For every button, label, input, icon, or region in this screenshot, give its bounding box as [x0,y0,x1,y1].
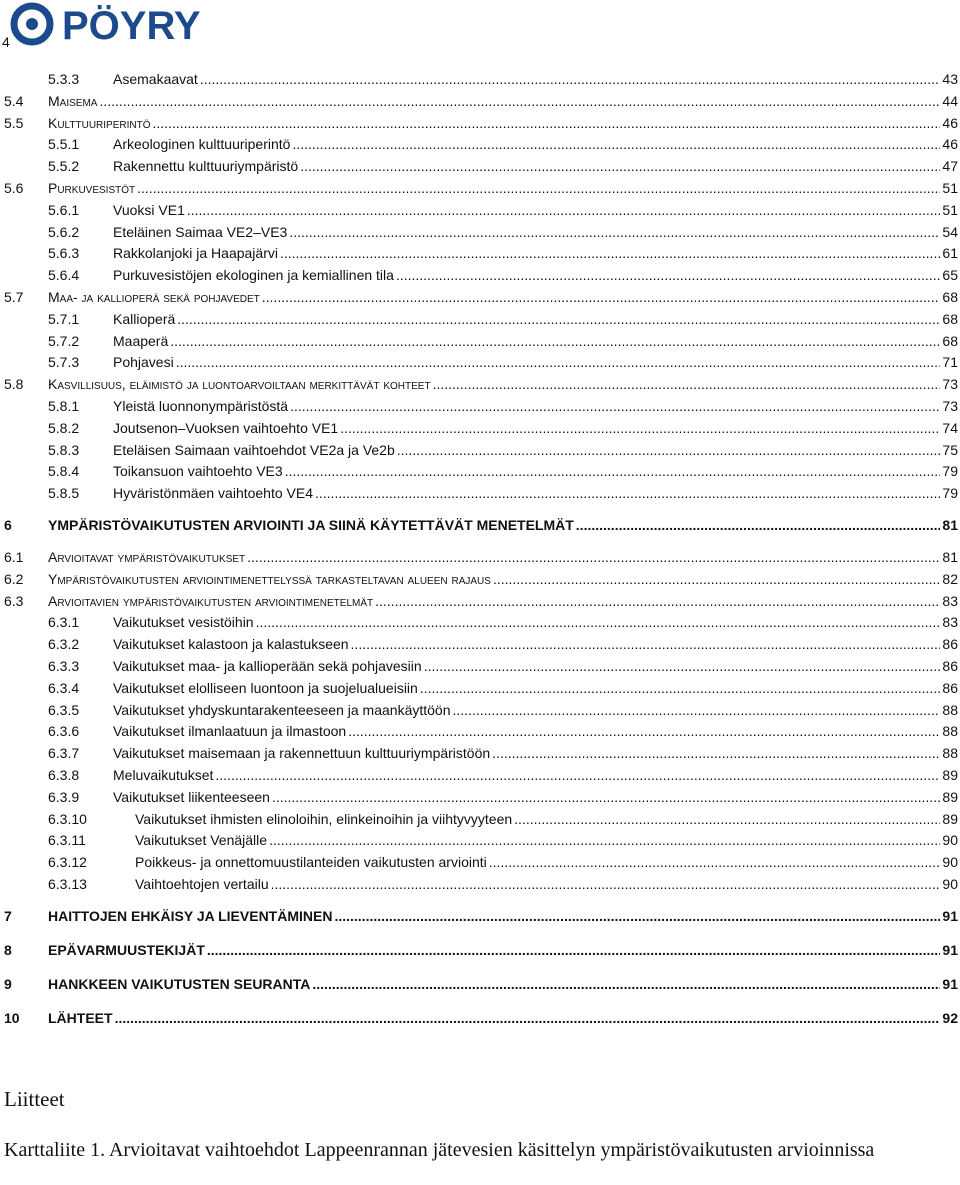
toc-entry-title: Kasvillisuus, eläimistö ja luontoarvoiltaan merkittävät kohteet [48,376,431,393]
toc-leader-dots [177,311,940,327]
toc-entry-title: Vaikutukset Venäjälle [135,832,268,849]
toc-entry[interactable] [48,767,958,787]
toc-entry-page: 81 [942,517,958,533]
toc-entry-title: Maa- ja kallioperä sekä pohjavedet [48,289,260,305]
toc-entry-number: 6 [4,517,12,533]
toc-entry-title: Vaikutukset kalastoon ja kalastukseen [113,636,349,653]
toc-entry[interactable] [48,636,958,656]
toc-leader-dots [351,636,941,652]
toc-entry-number: 6.3.5 [48,701,80,718]
toc-entry-page: 47 [942,158,958,175]
toc-entry[interactable] [48,702,958,722]
toc-entry-page: 68 [942,289,958,305]
toc-leader-dots [187,202,941,218]
toc-leader-dots [514,811,940,827]
toc-leader-dots [334,908,940,924]
toc-entry-page: 89 [942,788,958,805]
toc-entry[interactable] [48,832,958,852]
toc-entry-page: 73 [942,398,958,414]
toc-entry-title: Asemakaavat [113,71,198,87]
toc-entry-page: 71 [942,354,958,371]
toc-entry-title: Purkuvesistöjen ekologinen ja kemiallinen tila [113,267,394,284]
toc-entry[interactable] [48,485,958,505]
toc-entry-title: Poikkeus- ja onnettomuustilanteiden vaikutusten arviointi [135,854,487,871]
appendix-item: Karttaliite 1. Arvioitavat vaihtoehdot Lappeenrannan jätevesien käsittelyn ympäristövaikutusten arvioinnissa [4,1139,875,1161]
toc-entry[interactable] [48,789,958,809]
toc-entry[interactable] [4,289,958,309]
toc-leader-dots [433,376,941,392]
toc-entry-title: YMPÄRISTÖVAIKUTUSTEN ARVIOINTI JA SIINÄ KÄYTETTÄVÄT MENETELMÄT [48,517,574,533]
toc-entry-number: 5.3.3 [48,71,80,87]
toc-leader-dots [272,789,940,805]
toc-leader-dots [493,571,940,587]
toc-entry-page: 91 [942,975,958,992]
toc-entry-page: 74 [942,419,958,436]
toc-entry[interactable] [48,854,958,874]
toc-leader-dots [137,180,940,196]
toc-entry-number: 6.3.3 [48,658,80,674]
toc-entry[interactable] [4,376,958,396]
toc-leader-dots [207,942,941,958]
toc-entry-title: Arkeologinen kulttuuriperintö [113,136,291,153]
toc-entry-page: 79 [942,463,958,480]
toc-entry-number: 5.5 [4,114,24,131]
toc-entry-title: Hyväristönmäen vaihtoehto VE4 [113,485,313,502]
toc-entry-title: Vaihtoehtojen vertailu [135,876,269,892]
toc-entry-title: Toikansuon vaihtoehto VE3 [113,463,283,480]
toc-entry-number: 6.1 [4,549,24,565]
toc-entry[interactable] [48,267,958,287]
toc-entry-title: Vuoksi VE1 [113,201,185,218]
toc-entry[interactable] [48,333,958,353]
toc-entry[interactable] [48,224,958,244]
toc-entry[interactable] [4,93,958,113]
toc-entry-page: 46 [942,136,958,153]
toc-entry-number: 5.7.3 [48,354,80,371]
toc-entry[interactable] [48,745,958,765]
toc-entry-title: Joutsenon–Vuoksen vaihtoehto VE1 [113,419,339,436]
toc-entry-number: 6.3.6 [48,723,80,740]
toc-entry-page: 51 [942,180,958,196]
toc-entry-title: Purkuvesistöt [48,180,136,196]
toc-entry-title: Eteläisen Saimaan vaihtoehdot VE2a ja Ve2b [113,441,395,458]
toc-leader-dots [315,485,940,501]
toc-entry[interactable] [48,463,958,483]
toc-leader-dots [271,876,941,892]
toc-entry-page: 65 [942,267,958,284]
toc-entry-number: 6.3.9 [48,788,80,805]
toc-entry-page: 43 [942,71,958,87]
toc-leader-dots [153,115,941,131]
toc-leader-dots [262,289,941,305]
toc-entry-number: 6.2 [4,570,24,587]
toc-leader-dots [289,224,940,240]
toc-entry-title: Vaikutukset ihmisten elinoloihin, elinkeinoihin ja viihtyvyyteen [135,810,513,827]
toc-entry-page: 86 [942,636,958,653]
toc-entry[interactable] [48,658,958,678]
toc-entry-title: HAITTOJEN EHKÄISY JA LIEVENTÄMINEN [48,907,333,924]
toc-leader-dots [348,723,940,739]
toc-entry-title: Vaikutukset maa- ja kallioperään sekä pohjavesiin [113,658,422,674]
logo-dot-icon [26,18,38,30]
toc-entry-number: 5.7.1 [48,310,80,327]
poyry-logo [10,2,255,48]
toc-leader-dots [453,702,941,718]
toc-entry-title: Rakennettu kulttuuriympäristö [113,158,299,175]
toc-entry[interactable] [4,549,958,569]
toc-entry[interactable] [48,311,958,331]
toc-leader-dots [285,463,941,479]
toc-entry[interactable] [48,202,958,222]
toc-entry[interactable] [4,180,958,200]
toc-entry-number: 5.7.2 [48,332,80,349]
toc-entry-number: 5.6.2 [48,223,80,240]
toc-entry-number: 6.3.2 [48,636,80,653]
toc-entry-title: EPÄVARMUUSTEKIJÄT [48,941,205,958]
toc-entry-number: 5.6 [4,180,24,196]
toc-entry-title: Vaikutukset yhdyskuntarakenteeseen ja maankäyttöön [113,701,451,718]
toc-leader-dots [312,976,940,992]
toc-leader-dots [396,267,940,283]
toc-leader-dots [397,442,941,458]
toc-entry-page: 91 [942,941,958,958]
toc-entry[interactable] [4,1010,958,1030]
toc-leader-dots [420,680,941,696]
toc-entry-title: Vaikutukset elolliseen luontoon ja suojelualueisiin [113,679,418,696]
toc-entry-page: 90 [942,876,958,892]
toc-entry[interactable] [48,680,958,700]
toc-entry[interactable] [48,71,958,91]
toc-entry[interactable] [4,593,958,613]
toc-entry-title: Vaikutukset liikenteeseen [113,788,270,805]
toc-entry[interactable] [4,976,958,996]
toc-leader-dots [269,832,940,848]
toc-leader-dots [256,614,941,630]
toc-entry-page: 68 [942,332,958,349]
toc-entry[interactable] [48,811,958,831]
toc-entry-title: Kallioperä [113,310,176,327]
toc-entry-title: Meluvaikutukset [113,767,214,783]
toc-leader-dots [115,1010,941,1026]
toc-entry-number: 5.8.2 [48,419,80,436]
toc-entry[interactable] [48,398,958,418]
toc-leader-dots [576,517,941,533]
toc-entry-number: 6.3.11 [48,832,86,849]
toc-entry-title: HANKKEEN VAIKUTUSTEN SEURANTA [48,975,311,992]
toc-entry[interactable] [48,354,958,374]
toc-entry-page: 90 [942,832,958,849]
toc-entry-page: 79 [942,485,958,502]
toc-leader-dots [424,658,941,674]
toc-entry[interactable] [48,158,958,178]
toc-entry-number: 5.6.4 [48,267,80,284]
toc-leader-dots [170,333,940,349]
toc-entry-title: Eteläinen Saimaa VE2–VE3 [113,223,288,240]
toc-entry-title: Pohjavesi [113,354,174,371]
toc-entry-number: 6.3.8 [48,767,80,783]
logo-text: PÖYRY [62,4,201,48]
toc-entry-title: Vaikutukset maisemaan ja rakennettuun kulttuuriympäristöön [113,745,491,762]
toc-entry-number: 5.7 [4,289,24,305]
toc-leader-dots [300,158,940,174]
toc-leader-dots [340,420,940,436]
toc-entry-page: 83 [942,592,958,609]
toc-leader-dots [247,549,940,565]
toc-entry[interactable] [48,876,958,896]
toc-leader-dots [375,593,940,609]
toc-leader-dots [492,745,940,761]
toc-entry-page: 83 [942,614,958,631]
toc-entry[interactable] [4,115,958,135]
toc-entry-number: 5.5.2 [48,158,80,175]
toc-entry-number: 5.6.1 [48,201,80,218]
toc-entry[interactable] [48,442,958,462]
toc-entry-page: 68 [942,310,958,327]
toc-entry-number: 5.5.1 [48,136,80,153]
toc-leader-dots [200,71,941,87]
toc-entry-number: 8 [4,941,12,958]
toc-entry[interactable] [48,614,958,634]
toc-entry-number: 6.3.4 [48,679,80,696]
toc-entry-number: 5.8.1 [48,398,80,414]
toc-entry[interactable] [4,517,958,537]
toc-entry-title: Kulttuuriperintö [48,114,151,131]
toc-entry-page: 92 [942,1009,958,1026]
toc-entry-number: 6.3.1 [48,614,80,631]
toc-entry-page: 61 [942,245,958,262]
toc-entry[interactable] [48,420,958,440]
toc-entry-number: 5.8.4 [48,463,80,480]
toc-entry-page: 86 [942,679,958,696]
toc-leader-dots [215,767,940,783]
toc-entry-title: Maaperä [113,332,169,349]
toc-entry-title: Vaikutukset vesistöihin [113,614,254,631]
toc-entry[interactable] [4,908,958,928]
toc-entry-page: 88 [942,701,958,718]
toc-entry-page: 91 [942,907,958,924]
toc-entry-number: 5.6.3 [48,245,80,262]
toc-entry-number: 5.4 [4,92,24,109]
toc-leader-dots [290,398,940,414]
toc-entry[interactable] [48,136,958,156]
toc-entry[interactable] [4,942,958,962]
toc-entry-page: 88 [942,745,958,762]
toc-entry-page: 46 [942,114,958,131]
toc-entry-number: 6.3.10 [48,810,87,827]
toc-entry-number: 6.3.13 [48,876,87,892]
toc-entry-title: Arvioitavien ympäristövaikutusten arviointimenetelmät [48,592,374,609]
toc-entry-page: 86 [942,658,958,674]
toc-entry-number: 7 [4,907,12,924]
toc-entry-number: 5.8 [4,376,24,393]
page-number: 4 [2,34,10,50]
toc-leader-dots [292,136,940,152]
toc-entry-page: 90 [942,854,958,871]
toc-entry-number: 6.3 [4,592,24,609]
toc-entry-number: 5.8.3 [48,441,80,458]
toc-entry[interactable] [4,571,958,591]
toc-entry-title: Rakkolanjoki ja Haapajärvi [113,245,278,262]
toc-entry-number: 6.3.12 [48,854,87,871]
toc-entry-number: 9 [4,975,12,992]
toc-entry-page: 88 [942,723,958,740]
toc-entry-page: 51 [942,201,958,218]
toc-entry-page: 75 [942,441,958,458]
toc-entry-title: Yleistä luonnonympäristöstä [113,398,289,414]
toc-entry-page: 81 [942,549,958,565]
toc-entry-page: 73 [942,376,958,393]
toc-entry-title: Ympäristövaikutusten arviointimenettelyssä tarkasteltavan alueen rajaus [48,570,491,587]
toc-entry-title: Maisema [48,92,98,109]
toc-entry-page: 44 [942,92,958,109]
toc-leader-dots [280,245,940,261]
toc-entry-number: 6.3.7 [48,745,80,762]
toc-entry-page: 89 [942,810,958,827]
toc-leader-dots [176,354,941,370]
toc-entry[interactable] [48,245,958,265]
toc-entry-title: Vaikutukset ilmanlaatuun ja ilmastoon [113,723,347,740]
toc-leader-dots [489,854,941,870]
toc-entry-page: 54 [942,223,958,240]
toc-entry-number: 10 [4,1009,20,1026]
toc-leader-dots [99,93,940,109]
appendix-heading: Liitteet [4,1087,65,1111]
toc-entry[interactable] [48,723,958,743]
toc-entry-title: LÄHTEET [48,1009,113,1026]
toc-entry-title: Arvioitavat ympäristövaikutukset [48,549,246,565]
toc-entry-number: 5.8.5 [48,485,80,502]
toc-entry-page: 82 [942,570,958,587]
toc-entry-page: 89 [942,767,958,783]
